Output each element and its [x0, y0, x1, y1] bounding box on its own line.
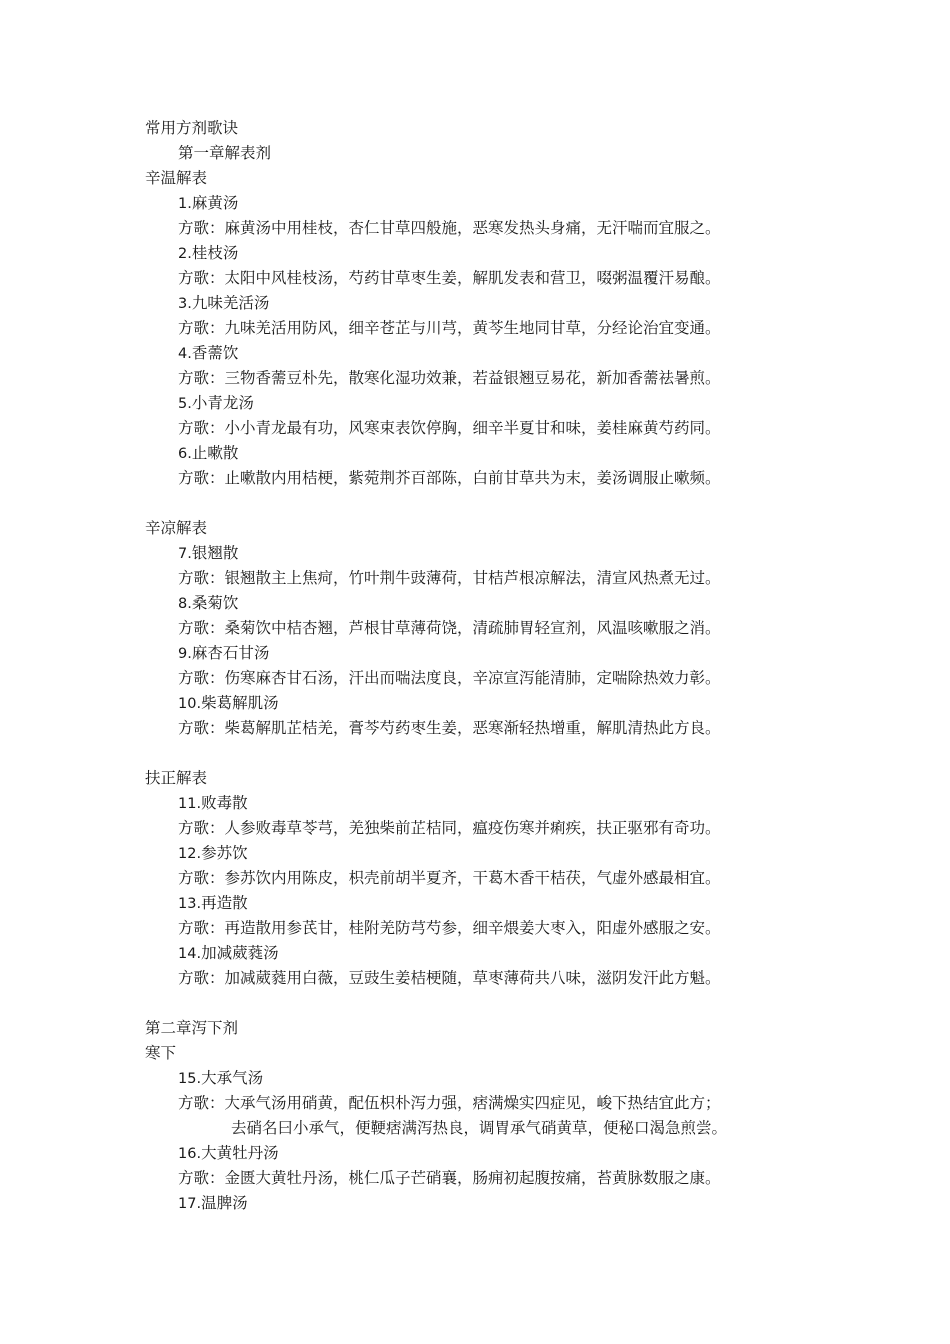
formula-song: 方歌：金匮大黄牡丹汤，桃仁瓜子芒硝襄，肠痈初起腹按痛，苔黄脉数服之康。 [178, 1169, 721, 1187]
formula-song: 方歌：银翘散主上焦疴，竹叶荆牛豉薄荷，甘桔芦根凉解法，清宣风热煮无过。 [178, 569, 721, 587]
formula-number: 5. [178, 396, 192, 412]
formula-heading [178, 1193, 248, 1214]
formula-name: 香薷饮 [191, 344, 239, 362]
formula-heading [178, 343, 238, 364]
formula-number: 14. [178, 946, 202, 962]
formula-heading [178, 193, 238, 214]
document-title: 常用方剂歌诀 [145, 119, 239, 137]
formula-number: 7. [178, 546, 192, 562]
section-heading: 扶正解表 [145, 769, 208, 787]
formula-song: 方歌：桑菊饮中桔杏翘，芦根甘草薄荷饶，清疏肺胃轻宣剂，风温咳嗽服之消。 [178, 619, 721, 637]
formula-song: 方歌：加减葳蕤用白薇，豆豉生姜桔梗随，草枣薄荷共八味，滋阴发汗此方魁。 [178, 969, 721, 987]
formula-heading [178, 243, 238, 264]
formula-song: 方歌：伤寒麻杏甘石汤，汗出而喘法度良，辛凉宣泻能清肺，定喘除热效力彰。 [178, 669, 721, 687]
formula-song: 方歌：大承气汤用硝黄，配伍枳朴泻力强，痞满燥实四症见，峻下热结宜此方； [178, 1094, 721, 1112]
formula-heading [178, 543, 238, 564]
formula-name: 麻杏石甘汤 [191, 644, 270, 662]
formula-heading [178, 693, 279, 714]
formula-name: 九味羌活汤 [191, 294, 270, 312]
chapter-title: 第一章解表剂 [178, 144, 272, 162]
formula-name: 再造散 [201, 894, 248, 912]
formula-name: 小青龙汤 [191, 394, 254, 412]
formula-number: 2. [178, 246, 192, 262]
formula-name: 桑菊饮 [191, 594, 239, 612]
formula-name: 银翘散 [191, 544, 239, 562]
section-heading: 辛温解表 [145, 169, 208, 187]
formula-number: 16. [178, 1146, 202, 1162]
formula-number: 1. [178, 196, 192, 212]
section-heading: 辛凉解表 [145, 519, 208, 537]
formula-song: 方歌：人参败毒草苓芎，羌独柴前芷桔同，瘟疫伤寒并痢疾，扶正驱邪有奇功。 [178, 819, 721, 837]
formula-name: 参苏饮 [201, 844, 248, 862]
formula-name: 麻黄汤 [191, 194, 239, 212]
formula-name: 加减葳蕤汤 [201, 944, 279, 962]
formula-name: 柴葛解肌汤 [201, 694, 279, 712]
formula-number: 17. [178, 1196, 202, 1212]
formula-number: 4. [178, 346, 192, 362]
formula-song: 方歌：止嗽散内用桔梗，紫菀荆芥百部陈，白前甘草共为末，姜汤调服止嗽频。 [178, 469, 721, 487]
formula-heading [178, 893, 248, 914]
formula-name: 温脾汤 [201, 1194, 248, 1212]
formula-number: 12. [178, 846, 202, 862]
formula-song: 方歌：柴葛解肌芷桔羌，膏芩芍药枣生姜，恶寒渐轻热增重，解肌清热此方良。 [178, 719, 721, 737]
formula-number: 8. [178, 596, 192, 612]
formula-name: 败毒散 [201, 794, 248, 812]
formula-heading [178, 793, 248, 814]
formula-song: 方歌：三物香薷豆朴先，散寒化湿功效兼，若益银翘豆易花，新加香薷祛暑煎。 [178, 369, 721, 387]
formula-name: 大承气汤 [201, 1069, 264, 1087]
formula-name: 桂枝汤 [191, 244, 239, 262]
formula-song-continued: 去硝名曰小承气，便鞕痞满泻热良，调胃承气硝黄草，便秘口渴急煎尝。 [231, 1119, 728, 1137]
formula-song: 方歌：小小青龙最有功，风寒束表饮停胸，细辛半夏甘和味，姜桂麻黄芍药同。 [178, 419, 721, 437]
formula-number: 13. [178, 896, 202, 912]
formula-heading [178, 943, 279, 964]
formula-song: 方歌：再造散用参芪甘，桂附羌防芎芍参，细辛煨姜大枣入，阳虚外感服之安。 [178, 919, 721, 937]
formula-heading [178, 443, 238, 464]
formula-heading [178, 393, 254, 414]
formula-name: 大黄牡丹汤 [201, 1144, 279, 1162]
formula-song: 方歌：太阳中风桂枝汤，芍药甘草枣生姜，解肌发表和营卫，啜粥温覆汗易酿。 [178, 269, 721, 287]
formula-heading [178, 1143, 279, 1164]
section-heading: 寒下 [145, 1044, 177, 1062]
formula-number: 11. [178, 796, 202, 812]
formula-number: 10. [178, 696, 202, 712]
formula-number: 6. [178, 446, 192, 462]
formula-heading [178, 1068, 263, 1089]
chapter-title: 第二章泻下剂 [145, 1019, 239, 1037]
formula-song: 方歌：九味羌活用防风，细辛苍芷与川芎，黄芩生地同甘草，分经论治宜变通。 [178, 319, 721, 337]
formula-number: 3. [178, 296, 192, 312]
formula-name: 止嗽散 [191, 444, 239, 462]
formula-number: 15. [178, 1071, 202, 1087]
formula-heading [178, 643, 269, 664]
formula-song: 方歌：参苏饮内用陈皮，枳壳前胡半夏齐，干葛木香干桔茯，气虚外感最相宜。 [178, 869, 721, 887]
formula-heading [178, 293, 269, 314]
formula-song: 方歌：麻黄汤中用桂枝，杏仁甘草四般施，恶寒发热头身痛，无汗喘而宜服之。 [178, 219, 721, 237]
formula-number: 9. [178, 646, 192, 662]
formula-heading [178, 843, 248, 864]
formula-heading [178, 593, 238, 614]
